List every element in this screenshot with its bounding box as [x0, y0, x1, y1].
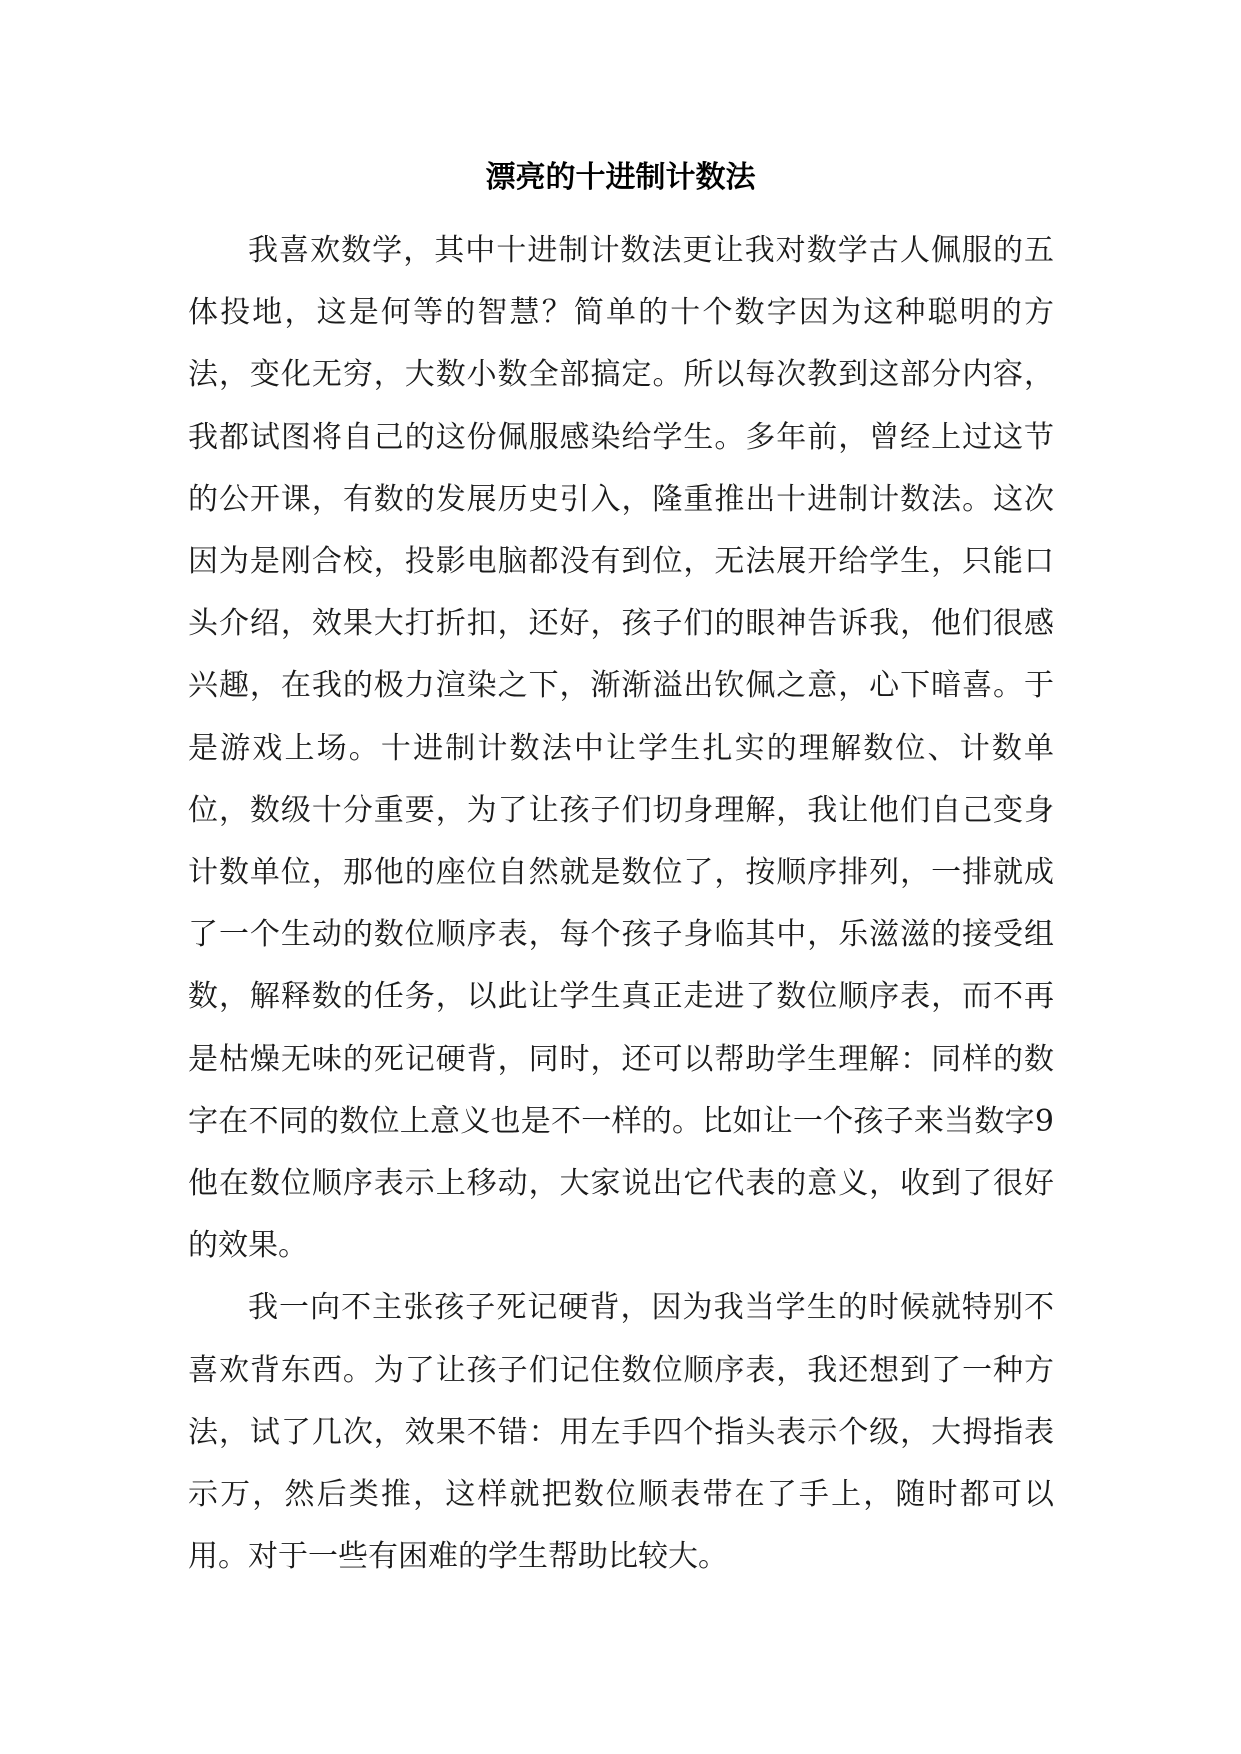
paragraph-2: 我一向不主张孩子死记硬背，因为我当学生的时候就特别不喜欢背东西。为了让孩子们记住数位顺序表，我还想到了一种方法，试了几次，效果不错：用左手四个指头表示个级，大拇指表示万，然后类推，这样就把数位顺表带在了手上，随时都可以用。对于一些有困难的学生帮助比较大。 [188, 1290, 1054, 1575]
document-title: 漂亮的十进制计数法 [485, 160, 756, 195]
paragraph-1: 我喜欢数学，其中十进制计数法更让我对数学古人佩服的五体投地，这是何等的智慧？简单的十个数字因为这种聪明的方法，变化无穷，大数小数全部搞定。所以每次教到这部分内容，我都试图将自己的这份佩服感染给学生。多年前，曾经上过这节的公开课，有数的发展历史引入，隆重推出十进制计数法。这次因为是刚合校，投影电脑都没有到位，无法展开给学生，只能口头介绍，效果大打折扣，还好，孩子们的眼神告诉我，他们很感兴趣，在我的极力渲染之下，渐渐溢出钦佩之意，心下暗喜。于是游戏上场。十进制计数法中让学生扎实的理解数位、计数单位，数级十分重要，为了让孩子们切身理解，我让他们自己变身计数单位，那他的座位自然就是数位了，按顺序排列，一排就成了一个生动的数位顺序表，每个孩子身临其中，乐滋滋的接受组数，解释数的任务，以此让学生真正走进了数位顺序表，而不再是枯燥无味的死记硬背，同时，还可以帮助学生理解：同样的数字在不同的数位上意义也是不一样的。比如让一个孩子来当数字9他在数位顺序表示上移动，大家说出它代表的意义，收到了很好的效果。 [188, 233, 1054, 1264]
document-body [188, 220, 1054, 1588]
